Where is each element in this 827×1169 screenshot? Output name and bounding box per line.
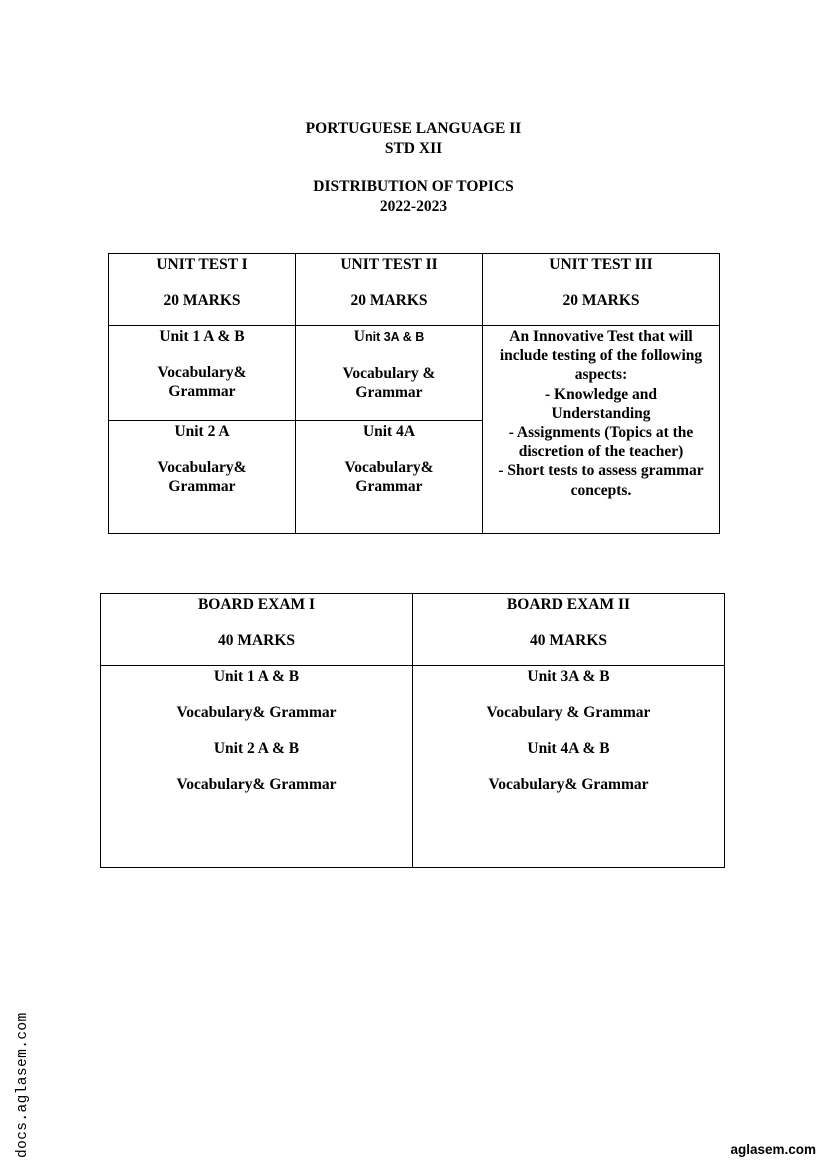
description-line: An Innovative Test that will bbox=[509, 328, 693, 345]
unit-test-row-1 bbox=[109, 326, 720, 421]
description-line: concepts. bbox=[570, 481, 632, 499]
unit-test-3-header bbox=[483, 254, 720, 326]
subtitle-distribution: DISTRIBUTION OF TOPICS bbox=[313, 178, 514, 195]
unit-label: Unit 3A & B bbox=[527, 668, 610, 685]
board-exam-1-marks: 40 MARKS bbox=[217, 632, 296, 649]
board-exam-2-marks: 40 MARKS bbox=[529, 632, 608, 649]
unit-test-3-marks: 20 MARKS bbox=[562, 292, 640, 309]
side-watermark: docs.aglasem.com bbox=[15, 1012, 31, 1158]
topic-label: Vocabulary & bbox=[342, 365, 436, 382]
description-line: Understanding bbox=[551, 404, 651, 422]
unit-label: Unit 4A & B bbox=[527, 740, 610, 757]
description-line: - Assignments (Topics at the bbox=[508, 424, 694, 442]
title-subject: PORTUGUESE LANGUAGE II bbox=[305, 120, 522, 137]
board-exam-table bbox=[100, 593, 725, 868]
unit-test-1-part-1 bbox=[109, 326, 296, 421]
document-subtitle bbox=[0, 177, 827, 217]
topic-label: Grammar bbox=[168, 383, 236, 400]
description-line: - Knowledge and bbox=[545, 385, 657, 403]
description-line: include testing of the following bbox=[499, 347, 703, 365]
board-exam-contents-row bbox=[101, 666, 725, 868]
unit-test-1-part-2 bbox=[109, 421, 296, 534]
unit-label: Unit 2 A bbox=[174, 423, 230, 440]
subtitle-year: 2022-2023 bbox=[379, 198, 448, 215]
board-exam-2-header bbox=[413, 594, 725, 666]
topic-label: Vocabulary& bbox=[157, 459, 247, 476]
topic-label: Vocabulary& bbox=[157, 364, 247, 381]
description-line: - Short tests to assess grammar bbox=[498, 462, 704, 480]
unit-label: Unit 2 A & B bbox=[213, 740, 300, 757]
topic-label: Vocabulary& Grammar bbox=[176, 704, 337, 721]
unit-label: Unit 3A & B bbox=[353, 328, 425, 345]
board-exam-1-title: BOARD EXAM I bbox=[197, 596, 316, 613]
footer-brand: aglasem.com bbox=[730, 1142, 816, 1157]
board-exam-header-row bbox=[101, 594, 725, 666]
topic-label: Grammar bbox=[355, 384, 423, 401]
title-standard: STD XII bbox=[384, 140, 443, 157]
unit-test-2-part-1 bbox=[296, 326, 483, 421]
unit-test-2-marks: 20 MARKS bbox=[350, 292, 428, 309]
unit-label: Unit 1 A & B bbox=[159, 328, 245, 345]
topic-label: Vocabulary& Grammar bbox=[488, 776, 649, 793]
unit-test-3-description bbox=[483, 326, 720, 534]
unit-test-2-header bbox=[296, 254, 483, 326]
unit-test-1-title: UNIT TEST I bbox=[156, 256, 248, 273]
document-title bbox=[0, 119, 827, 159]
board-exam-2-contents bbox=[413, 666, 725, 868]
board-exam-2-title: BOARD EXAM II bbox=[506, 596, 631, 613]
unit-test-1-marks: 20 MARKS bbox=[163, 292, 241, 309]
unit-test-header-row bbox=[109, 254, 720, 326]
unit-label: Unit 4A bbox=[362, 423, 416, 440]
topic-label: Vocabulary& Grammar bbox=[176, 776, 337, 793]
unit-test-1-header bbox=[109, 254, 296, 326]
topic-label: Grammar bbox=[355, 478, 423, 495]
description-line: aspects: bbox=[574, 366, 628, 384]
unit-test-table bbox=[108, 253, 720, 534]
unit-label: Unit 1 A & B bbox=[213, 668, 300, 685]
unit-test-2-title: UNIT TEST II bbox=[340, 256, 438, 273]
topic-label: Grammar bbox=[168, 478, 236, 495]
unit-test-3-title: UNIT TEST III bbox=[549, 256, 653, 273]
unit-test-2-part-2 bbox=[296, 421, 483, 534]
topic-label: Vocabulary & Grammar bbox=[486, 704, 651, 721]
board-exam-1-contents bbox=[101, 666, 413, 868]
board-exam-1-header bbox=[101, 594, 413, 666]
topic-label: Vocabulary& bbox=[344, 459, 434, 476]
description-line: discretion of the teacher) bbox=[518, 443, 684, 461]
